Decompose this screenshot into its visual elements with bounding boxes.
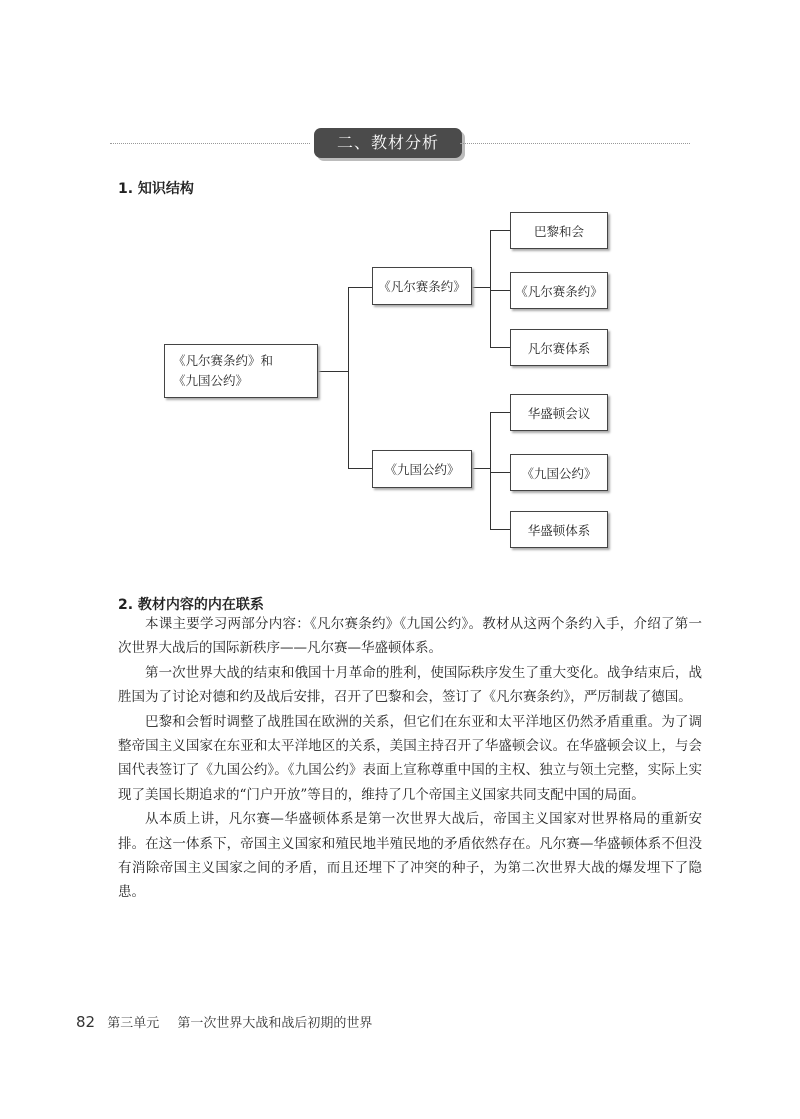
- connector: [318, 371, 348, 372]
- knowledge-structure-heading: 1. 知识结构: [118, 181, 194, 197]
- connector: [490, 230, 491, 348]
- connector: [490, 230, 510, 231]
- connector: [348, 468, 372, 469]
- paragraph: 从本质上讲，凡尔赛—华盛顿体系是第一次世界大战后，帝国主义国家对世界格局的重新安排。在这一体系下，帝国主义国家和殖民地半殖民地的矛盾依然存在。凡尔赛—华盛顿体系不但没有消除帝国主义国家之间的矛盾，而且还埋下了冲突的种子，为第二次世界大战的爆发埋下了隐患。: [118, 811, 702, 901]
- branch-node-versailles: 《凡尔赛条约》: [372, 267, 472, 305]
- unit-title: 第一次世界大战和战后初期的世界: [177, 1016, 373, 1031]
- connector: [490, 529, 510, 530]
- section-title: 二、教材分析: [314, 128, 462, 158]
- connector: [490, 290, 510, 291]
- leaf-node: 华盛顿会议: [510, 394, 608, 431]
- connector: [490, 412, 491, 530]
- section-header: [110, 126, 690, 162]
- connector: [472, 468, 490, 469]
- connector: [490, 412, 510, 413]
- branch-node-nine-power: 《九国公约》: [372, 450, 472, 488]
- tree-root-node: [164, 344, 318, 398]
- connector: [490, 347, 510, 348]
- connector: [348, 287, 349, 469]
- connector: [348, 287, 372, 288]
- paragraph: 本课主要学习两部分内容：《凡尔赛条约》《九国公约》。教材从这两个条约入手，介绍了第一次世界大战后的国际新秩序——凡尔赛—华盛顿体系。: [118, 616, 702, 657]
- leaf-node: 凡尔赛体系: [510, 329, 608, 366]
- leaf-node: 巴黎和会: [510, 212, 608, 249]
- paragraph: 巴黎和会暂时调整了战胜国在欧洲的关系，但它们在东亚和太平洋地区仍然矛盾重重。为了调整帝国主义国家在东亚和太平洋地区的关系，美国主持召开了华盛顿会议。在华盛顿会议上，与会国代表签订了《九国公约》。《九国公约》表面上宣称尊重中国的主权、独立与领土完整，实际上实现了美国长期追求的“门户开放”等目的，维持了几个帝国主义国家共同支配中国的局面。: [118, 713, 702, 803]
- header-rule-left: [110, 143, 310, 144]
- connector: [490, 472, 510, 473]
- leaf-node: 《九国公约》: [510, 454, 608, 491]
- root-line-2: 《九国公约》: [173, 373, 249, 388]
- page-number: 82: [76, 1013, 96, 1031]
- page-footer: [76, 1012, 372, 1031]
- paragraph: 第一次世界大战的结束和俄国十月革命的胜利，使国际秩序发生了重大变化。战争结束后，战胜国为了讨论对德和约及战后安排，召开了巴黎和会，签订了《凡尔赛条约》，严厉制裁了德国。: [118, 664, 702, 706]
- unit-label: 第三单元: [107, 1016, 160, 1031]
- content-relations-heading: 2. 教材内容的内在联系: [118, 597, 264, 613]
- leaf-node: 华盛顿体系: [510, 511, 608, 548]
- header-rule-right: [460, 143, 690, 144]
- body-text: [118, 612, 702, 905]
- connector: [472, 287, 490, 288]
- leaf-node: 《凡尔赛条约》: [510, 272, 608, 309]
- root-line-1: 《凡尔赛条约》和: [173, 353, 274, 368]
